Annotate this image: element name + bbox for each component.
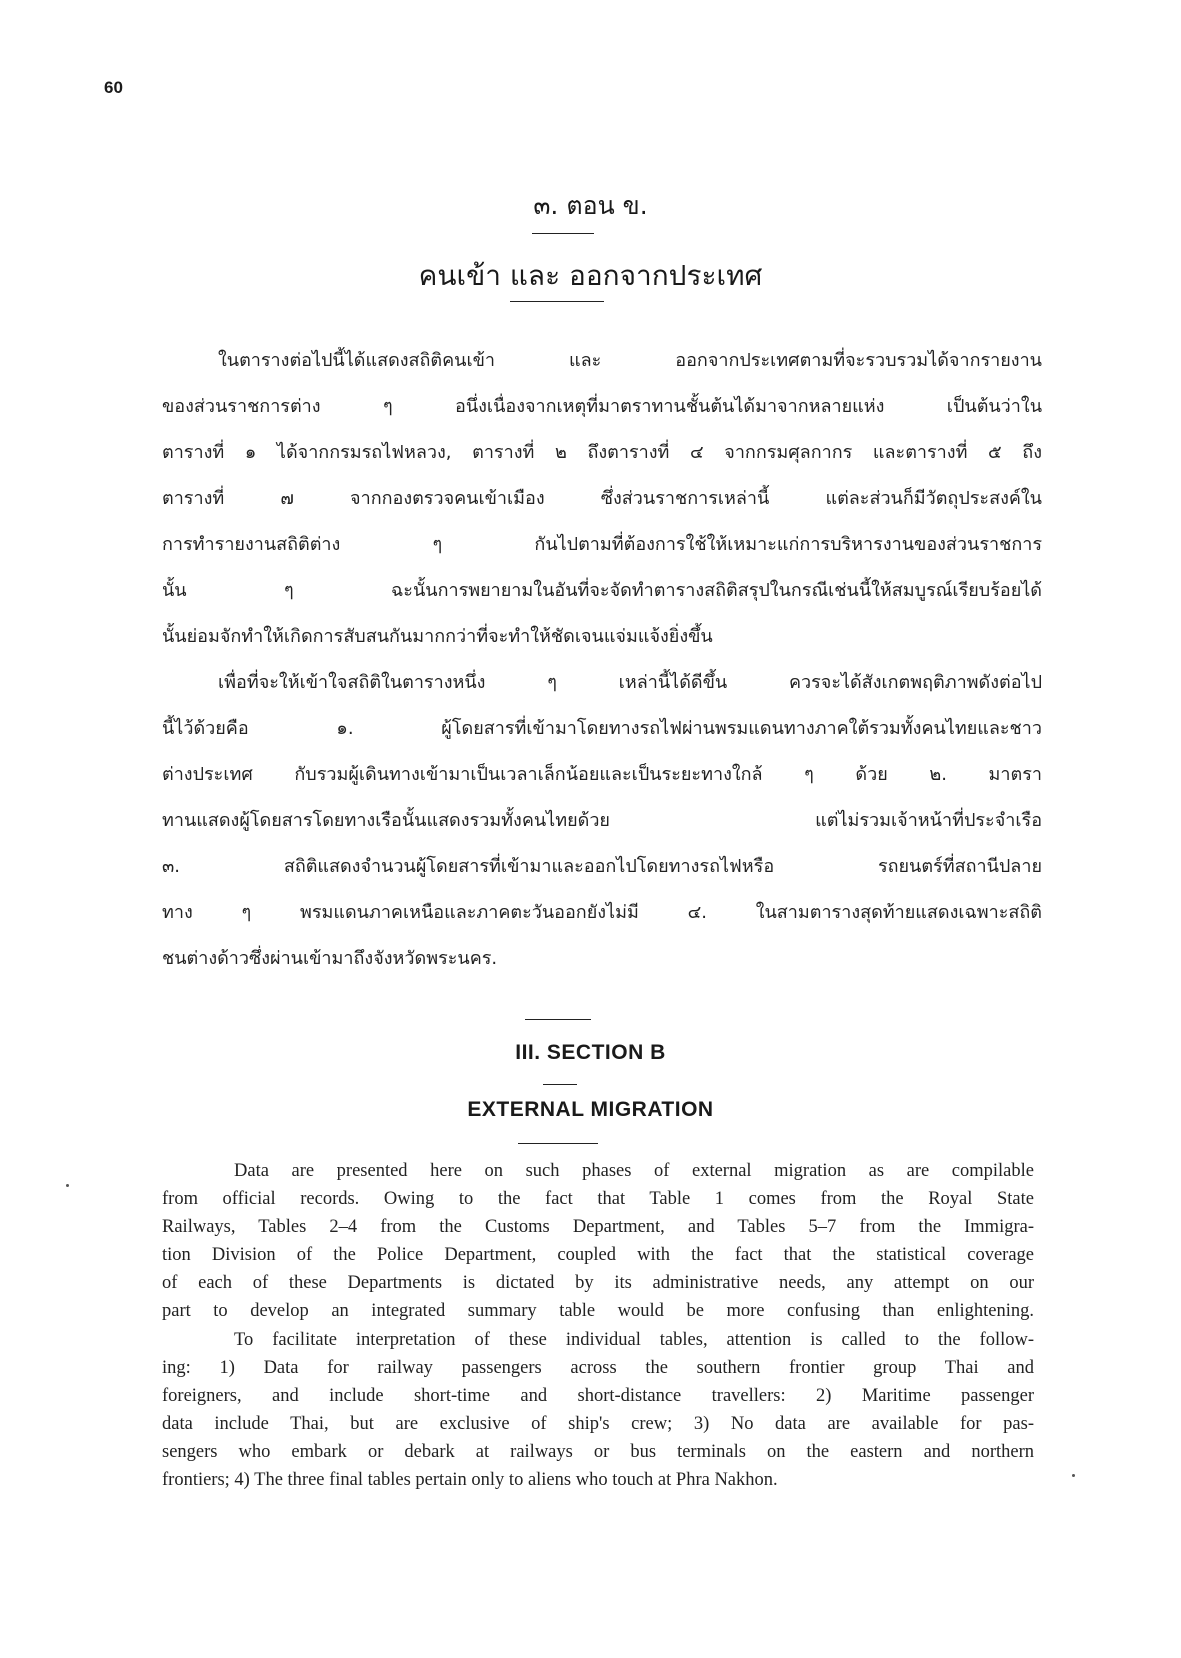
thai-section-heading: ๓. ตอน ข. [533,191,648,220]
text-line: ๓. สถิติแสดงจำนวนผู้โดยสารที่เข้ามาและออกไปโดยทางรถไฟหรือ รถยนตร์ที่สถานีปลาย [162,856,1042,877]
text-line: ต่างประเทศ กับรวมผู้เดินทางเข้ามาเป็นเวลาเล็กน้อยและเป็นระยะทางใกล้ ๆ ด้วย ๒. มาตรา [162,764,1042,785]
text-line: นี้ไว้ด้วยคือ ๑. ผู้โดยสารที่เข้ามาโดยทางรถไฟผ่านพรมแดนทางภาคใต้รวมทั้งคนไทยและชาว [162,718,1042,739]
text-line: data include Thai, but are exclusive of ship's crew; 3) No data are available for pas- [162,1414,1034,1434]
text-line: Data are presented here on such phases of external migration as are compilable [234,1161,1034,1181]
text-line: การทำรายงานสถิติต่าง ๆ กันไปตามที่ต้องการใช้ให้เหมาะแก่การบริหารงานของส่วนราชการ [162,534,1042,555]
english-section-heading: III. SECTION B [515,1041,666,1064]
thai-paragraph-1 [162,338,1042,660]
text-line: sengers who embark or debark at railways or bus terminals on the eastern and northern [162,1442,1034,1462]
text-line: นั้น ๆ ฉะนั้นการพยายามในอันที่จะจัดทำตารางสถิติสรุปในกรณีเช่นนี้ให้สมบูรณ์เรียบร้อยได้ [162,580,1042,601]
text-line: To facilitate interpretation of these individual tables, attention is called to the follow- [234,1330,1034,1350]
scan-speck [66,1184,69,1187]
text-line: ทาง ๆ พรมแดนภาคเหนือและภาคตะวันออกยังไม่มี ๔. ในสามตารางสุดท้ายแสดงเฉพาะสถิติ [162,902,1042,923]
divider [532,233,594,234]
text-line: ทานแสดงผู้โดยสารโดยทางเรือนั้นแสดงรวมทั้งคนไทยด้วย แต่ไม่รวมเจ้าหน้าที่ประจำเรือ [162,810,1042,831]
divider [510,301,604,302]
english-paragraph-1 [162,1157,1034,1325]
text-line: Railways, Tables 2–4 from the Customs Department, and Tables 5–7 from the Immigra- [162,1217,1034,1237]
scan-speck [1072,1474,1075,1477]
divider [525,1019,591,1020]
english-paragraph-2 [162,1326,1034,1494]
text-line: ของส่วนราชการต่าง ๆ อนึ่งเนื่องจากเหตุที่มาตราทานชั้นต้นได้มาจากหลายแห่ง เป็นต้นว่าใน [162,396,1042,417]
text-line: frontiers; 4) The three final tables pertain only to aliens who touch at Phra Nakhon. [162,1470,778,1490]
divider [543,1084,577,1085]
text-line: tion Division of the Police Department, coupled with the fact that the statistical coverage [162,1245,1034,1265]
text-line: part to develop an integrated summary table would be more confusing than enlightening. [162,1301,1034,1321]
text-line: ในตารางต่อไปนี้ได้แสดงสถิติคนเข้า และ ออกจากประเทศตามที่จะรวบรวมได้จากรายงาน [218,350,1042,371]
text-line: ชนต่างด้าวซึ่งผ่านเข้ามาถึงจังหวัดพระนคร. [162,948,498,969]
english-title: EXTERNAL MIGRATION [467,1098,714,1121]
divider [518,1143,598,1144]
text-line: ing: 1) Data for railway passengers across the southern frontier group Thai and [162,1358,1034,1378]
thai-paragraph-2 [162,660,1042,982]
text-line: of each of these Departments is dictated by its administrative needs, any attempt on our [162,1273,1034,1293]
text-line: foreigners, and include short-time and short-distance travellers: 2) Maritime passenger [162,1386,1034,1406]
text-line: เพื่อที่จะให้เข้าใจสถิติในตารางหนึ่ง ๆ เหล่านี้ได้ดีขึ้น ควรจะได้สังเกตพฤติภาพดังต่อไป [218,672,1042,693]
text-line: ตารางที่ ๗ จากกองตรวจคนเข้าเมือง ซึ่งส่วนราชการเหล่านี้ แต่ละส่วนก็มีวัตถุประสงค์ใน [162,488,1042,509]
thai-title: คนเข้า และ ออกจากประเทศ [418,259,763,292]
text-line: from official records. Owing to the fact that Table 1 comes from the Royal State [162,1189,1034,1209]
page-number: 60 [104,78,123,97]
text-line: ตารางที่ ๑ ได้จากกรมรถไฟหลวง, ตารางที่ ๒ ถึงตารางที่ ๔ จากกรมศุลกากร และตารางที่ ๕ ถึง [162,442,1042,463]
text-line: นั้นย่อมจักทำให้เกิดการสับสนกันมากกว่าที่จะทำให้ชัดเจนแจ่มแจ้งยิ่งขึ้น [162,626,713,647]
